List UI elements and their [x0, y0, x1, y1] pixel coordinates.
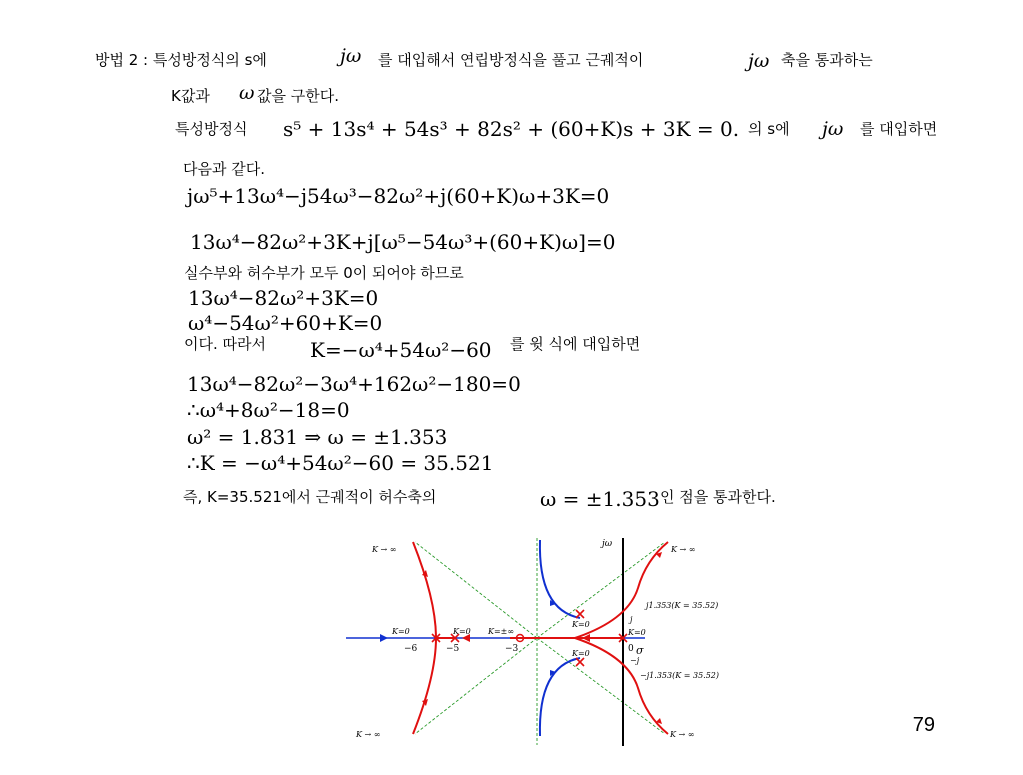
- k0-label-origin: K=0: [628, 628, 646, 637]
- real-imag-statement: 실수부와 허수부가 모두 0이 되어야 하므로: [184, 264, 464, 282]
- omega-symbol: ω: [239, 82, 255, 104]
- jw-symbol: jω: [340, 45, 362, 67]
- equation-5: 13ω⁴−82ω²−3ω⁴+162ω²−180=0: [187, 372, 521, 396]
- jw-symbol: jω: [822, 118, 844, 140]
- crossing-label-lower: −j1.353(K = 35.52): [640, 671, 719, 680]
- equation-8: ∴K = −ω⁴+54ω²−60 = 35.521: [187, 451, 494, 475]
- j-label: j: [630, 615, 633, 624]
- char-eq-part-c: 를 대입하면: [860, 120, 938, 138]
- k0-label-upper: K=0: [572, 620, 590, 629]
- result-intro: 다음과 같다.: [183, 160, 265, 178]
- equation-7: ω² = 1.831 ⇒ ω = ±1.353: [187, 425, 448, 449]
- tick-label-neg5: −5: [446, 644, 460, 654]
- real-axis-label: σ: [636, 644, 644, 657]
- k0-label-lower: K=0: [572, 649, 590, 658]
- equation-6: ∴ω⁴+8ω²−18=0: [187, 398, 350, 422]
- jw-symbol: jω: [748, 50, 770, 72]
- negative-k-branch-lower: [540, 658, 580, 736]
- k-inf-label-br: K → ∞: [670, 730, 695, 739]
- therefore-part-b: 를 윗 식에 대입하면: [510, 335, 641, 353]
- imag-axis-label: jω: [602, 539, 613, 549]
- equation-2: 13ω⁴−82ω²+3K+j[ω⁵−54ω³+(60+K)ω]=0: [190, 230, 616, 254]
- method-title-part-a: 방법 2 : 특성방정식의 s에: [95, 51, 267, 69]
- k-inf-label-tl: K → ∞: [372, 545, 397, 554]
- tick-label-neg6: −6: [404, 644, 418, 654]
- char-eq-part-b: 의 s에: [748, 120, 790, 138]
- page-number: 79: [912, 714, 935, 736]
- tick-label-neg3: −3: [505, 644, 519, 654]
- neg-j-label: −j: [630, 656, 640, 665]
- k0-label-a: K=0: [392, 627, 410, 636]
- k-expression: K=−ω⁴+54ω²−60: [310, 338, 492, 362]
- equation-1: jω⁵+13ω⁴−j54ω³−82ω²+j(60+K)ω+3K=0: [187, 184, 610, 208]
- equation-4: ω⁴−54ω²+60+K=0: [188, 311, 383, 335]
- k-pm-inf-label: K=±∞: [488, 627, 515, 636]
- subtitle-part-a: K값과: [171, 87, 210, 105]
- subtitle-part-b: 값을 구한다.: [257, 87, 339, 105]
- crossing-label-upper: j1.353(K = 35.52): [646, 601, 719, 610]
- method-title-part-b: 를 대입해서 연립방정식을 풀고 근궤적이: [378, 51, 644, 69]
- method-title-part-c: 축을 통과하는: [781, 51, 873, 69]
- conclusion-part-b: 인 점을 통과한다.: [660, 488, 776, 506]
- characteristic-equation: s⁵ + 13s⁴ + 54s³ + 82s² + (60+K)s + 3K = 0.: [283, 117, 740, 141]
- k-inf-label-tr: K → ∞: [671, 545, 696, 554]
- arrow-marker: [380, 634, 388, 642]
- therefore-part-a: 이다. 따라서: [184, 335, 266, 353]
- conclusion-part-a: 즉, K=35.521에서 근궤적이 허수축의: [183, 488, 437, 506]
- negative-k-branch-upper: [540, 540, 580, 618]
- tick-label-0: 0: [628, 644, 634, 654]
- k0-label-b: K=0: [453, 627, 471, 636]
- k-inf-label-bl: K → ∞: [356, 730, 381, 739]
- root-locus-plot: [340, 530, 760, 750]
- equation-3: 13ω⁴−82ω²+3K=0: [188, 286, 379, 310]
- char-eq-label: 특성방정식: [175, 120, 248, 138]
- omega-result: ω = ±1.353: [540, 487, 660, 511]
